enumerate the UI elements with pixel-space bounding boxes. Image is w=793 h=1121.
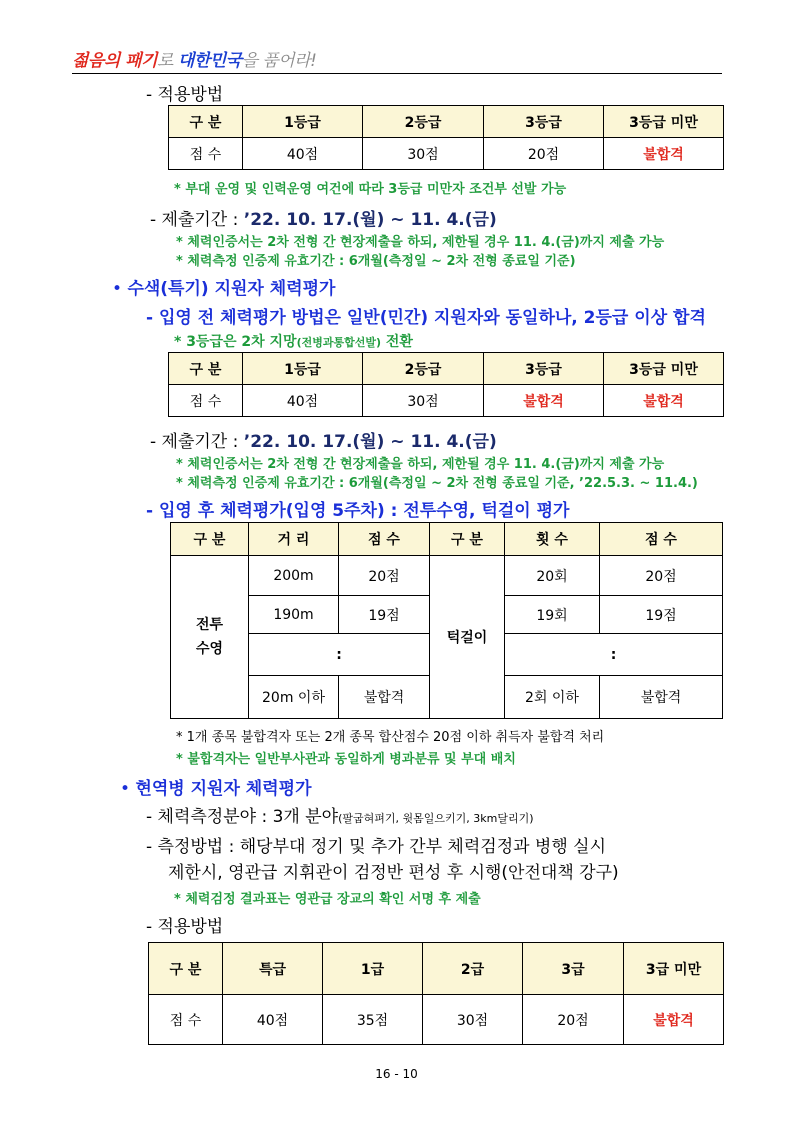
sub-note: * 체력측정 인증제 유효기간 : 6개월(측정일 ~ 2차 전형 종료일 기준): [176, 254, 576, 269]
table-header: 2급: [423, 943, 523, 995]
table-cell-fail: 불합격: [604, 138, 724, 170]
note: * 3등급은 2차 지망(전병과통합선발) 전환: [174, 334, 413, 350]
table-header: 3등급: [484, 106, 604, 138]
note: * 부대 운영 및 인력운영 여건에 따라 3등급 미만자 조건부 선발 가능: [174, 182, 567, 197]
table-cell: 200m: [249, 556, 339, 596]
table-header: 횟 수: [505, 523, 600, 556]
sub-note: * 체력측정 인증제 유효기간 : 6개월(측정일 ~ 2차 전형 종료일 기준, ’22.5.3. ~ 11.4.): [176, 476, 698, 491]
table-header: 2등급: [363, 353, 484, 385]
table-header: 3급: [523, 943, 624, 995]
subsection-title: - 입영 전 체력평가 방법은 일반(민간) 지원자와 동일하나, 2등급 이상 합격: [146, 308, 706, 328]
method-label: - 적용방법: [146, 917, 224, 937]
table-header: 구 분: [149, 943, 223, 995]
table-header: 구 분: [169, 106, 243, 138]
submission-period: - 제출기간 : ’22. 10. 17.(월) ~ 11. 4.(금): [150, 210, 497, 230]
sub-note: * 체력인증서는 2차 전형 간 현장제출을 하되, 제한될 경우 11. 4.(금)까지 제출 가능: [176, 235, 665, 250]
ellipsis-cell: :: [505, 634, 723, 676]
table-header: 3등급: [484, 353, 604, 385]
header-divider: [72, 73, 722, 74]
page-number: 16 - 10: [375, 1067, 418, 1081]
table-header: 거 리: [249, 523, 339, 556]
table-header: 1등급: [243, 106, 363, 138]
table-cell: 19회: [505, 596, 600, 634]
table-cell: 점 수: [169, 138, 243, 170]
table-header: 특급: [223, 943, 323, 995]
table-header: 구 분: [169, 353, 243, 385]
table-cell: 20m 이하: [249, 676, 339, 719]
post-entry-table: [170, 522, 723, 719]
table-header: 3등급 미만: [604, 106, 724, 138]
submission-period: - 제출기간 : ’22. 10. 17.(월) ~ 11. 4.(금): [150, 432, 497, 452]
table-cell: 40점: [243, 138, 363, 170]
sub-note: * 체력인증서는 2차 전형 간 현장제출을 하되, 제한될 경우 11. 4.(금)까지 제출 가능: [176, 457, 665, 472]
grade-table-active: [148, 942, 724, 1045]
measure-method: - 측정방법 : 해당부대 정기 및 추가 간부 체력검정과 병행 실시: [146, 837, 607, 857]
table-cell: 19점: [339, 596, 430, 634]
table-cell: 20점: [523, 995, 624, 1045]
table-cell: 불합격: [339, 676, 430, 719]
note: * 불합격자는 일반부사관과 동일하게 병과분류 및 부대 배치: [176, 752, 516, 767]
method-label: - 적용방법: [146, 85, 224, 105]
table-header: 1급: [323, 943, 423, 995]
table-cell: 점 수: [169, 385, 243, 417]
table-cell: 20점: [600, 556, 723, 596]
table-header: 3급 미만: [624, 943, 724, 995]
subsection-title: - 입영 후 체력평가(입영 5주차) : 전투수영, 턱걸이 평가: [146, 501, 570, 521]
table-header: 구 분: [171, 523, 249, 556]
note: * 1개 종목 불합격자 또는 2개 종목 합산점수 20점 이하 취득자 불합격 처리: [176, 730, 605, 745]
table-cell: 35점: [323, 995, 423, 1045]
table-header: 구 분: [430, 523, 505, 556]
table-cell: 점 수: [149, 995, 223, 1045]
table-header: 점 수: [339, 523, 430, 556]
table-cell: 190m: [249, 596, 339, 634]
table-cell: 30점: [423, 995, 523, 1045]
table-cell-fail: 불합격: [624, 995, 724, 1045]
table-cell-fail: 불합격: [484, 385, 604, 417]
grade-table-general: [168, 105, 724, 170]
table-cell: 20회: [505, 556, 600, 596]
table-header: 2등급: [363, 106, 484, 138]
section-title: • 수색(특기) 지원자 체력평가: [112, 279, 336, 299]
measure-method: 제한시, 영관급 지휘관이 검정반 편성 후 시행(안전대책 강구): [168, 863, 619, 883]
table-cell: 20점: [339, 556, 430, 596]
fitness-field: - 체력측정분야 : 3개 분야(팔굽혀펴기, 윗몸일으키기, 3km달리기): [146, 807, 534, 827]
note: * 체력검정 결과표는 영관급 장교의 확인 서명 후 제출: [174, 892, 481, 907]
table-cell: 40점: [223, 995, 323, 1045]
pullup-label: 턱걸이: [430, 556, 505, 719]
table-cell: 30점: [363, 385, 484, 417]
table-header: 3등급 미만: [604, 353, 724, 385]
table-cell: 20점: [484, 138, 604, 170]
table-cell: 불합격: [600, 676, 723, 719]
table-cell: 30점: [363, 138, 484, 170]
table-cell-fail: 불합격: [604, 385, 724, 417]
grade-table-recon: [168, 352, 724, 417]
ellipsis-cell: :: [249, 634, 430, 676]
table-header: 1등급: [243, 353, 363, 385]
table-cell: 2회 이하: [505, 676, 600, 719]
table-cell: 19점: [600, 596, 723, 634]
table-header: 점 수: [600, 523, 723, 556]
header-slogan: 젊음의 패기로 대한민국을 품어라!: [72, 51, 317, 71]
section-title: • 현역병 지원자 체력평가: [120, 779, 312, 799]
table-cell: 40점: [243, 385, 363, 417]
swim-label: 전투 수영: [171, 556, 249, 719]
